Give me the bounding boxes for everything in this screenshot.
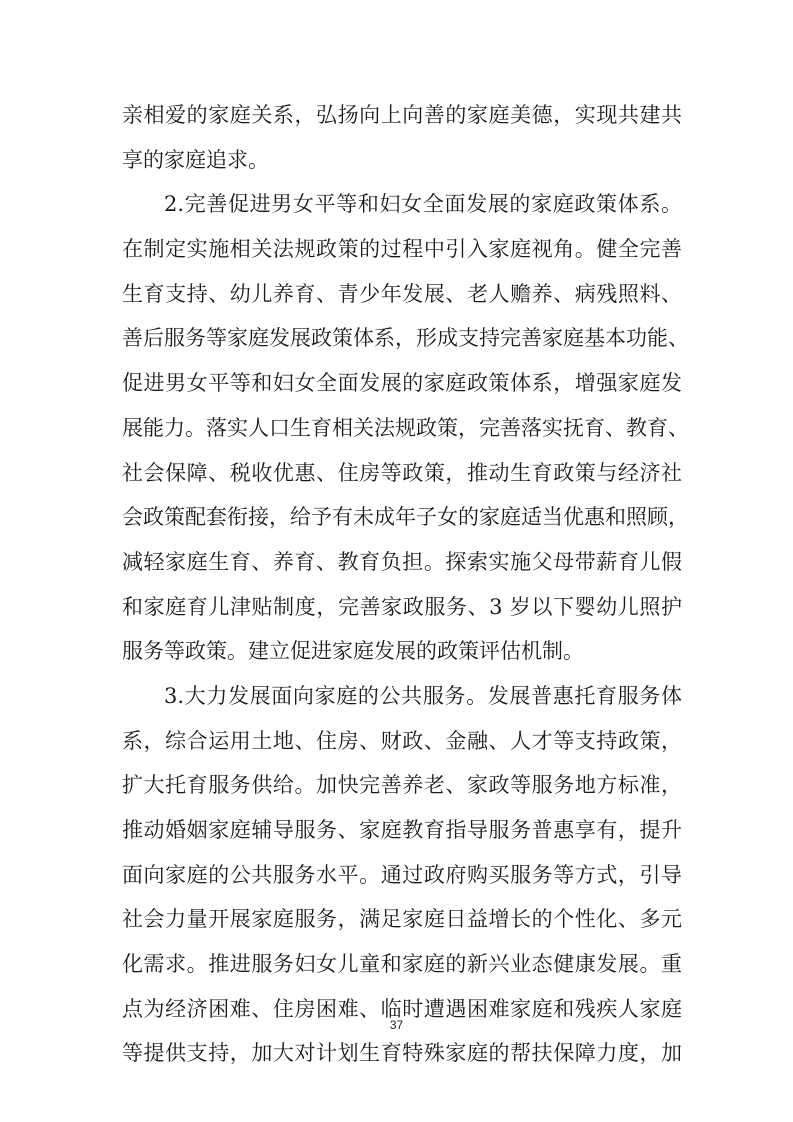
text-line: 扩大托育服务供给。加快完善养老、家政等服务地方标准， bbox=[122, 773, 682, 798]
text-line: 促进男女平等和妇女全面发展的家庭政策体系，增强家庭发 bbox=[122, 371, 682, 396]
text-line: 生育支持、幼儿养育、青少年发展、老人赡养、病残照料、 bbox=[122, 281, 682, 306]
text-line: 系，综合运用土地、住房、财政、金融、人才等支持政策， bbox=[122, 728, 682, 753]
text-line: 2.完善促进男女平等和妇女全面发展的家庭政策体系。 bbox=[164, 192, 682, 217]
text-line: 展能力。落实人口生育相关法规政策，完善落实抚育、教育、 bbox=[122, 415, 689, 440]
text-line: 推动婚姻家庭辅导服务、家庭教育指导服务普惠享有，提升 bbox=[122, 818, 682, 842]
text-line: 和家庭育儿津贴制度，完善家政服务、3 岁以下婴幼儿照护 bbox=[122, 594, 682, 619]
text-line: 面向家庭的公共服务水平。通过政府购买服务等方式，引导 bbox=[122, 862, 682, 887]
text-line: 等提供支持，加大对计划生育特殊家庭的帮扶保障力度，加 bbox=[122, 1041, 682, 1066]
text-line: 善后服务等家庭发展政策体系，形成支持完善家庭基本功能、 bbox=[122, 326, 689, 351]
text-line: 社会保障、税收优惠、住房等政策，推动生育政策与经济社 bbox=[122, 460, 682, 485]
text-line: 减轻家庭生育、养育、教育负担。探索实施父母带薪育儿假 bbox=[122, 549, 682, 574]
text-line: 享的家庭追求。 bbox=[122, 147, 269, 172]
text-line: 化需求。推进服务妇女儿童和家庭的新兴业态健康发展。重 bbox=[122, 952, 682, 977]
text-line: 点为经济困难、住房困难、临时遭遇困难家庭和残疾人家庭 bbox=[122, 996, 682, 1021]
text-line: 社会力量开展家庭服务，满足家庭日益增长的个性化、多元 bbox=[122, 907, 682, 932]
body-text bbox=[122, 93, 689, 1076]
text-line: 3.大力发展面向家庭的公共服务。发展普惠托育服务体 bbox=[164, 683, 682, 708]
text-line: 在制定实施相关法规政策的过程中引入家庭视角。健全完善 bbox=[122, 237, 682, 262]
page-number: 37 bbox=[389, 1018, 404, 1032]
text-line: 亲相爱的家庭关系，弘扬向上向善的家庭美德，实现共建共 bbox=[122, 103, 682, 127]
text-line: 服务等政策。建立促进家庭发展的政策评估机制。 bbox=[122, 639, 584, 664]
text-line: 会政策配套衔接，给予有未成年子女的家庭适当优惠和照顾， bbox=[122, 505, 689, 530]
